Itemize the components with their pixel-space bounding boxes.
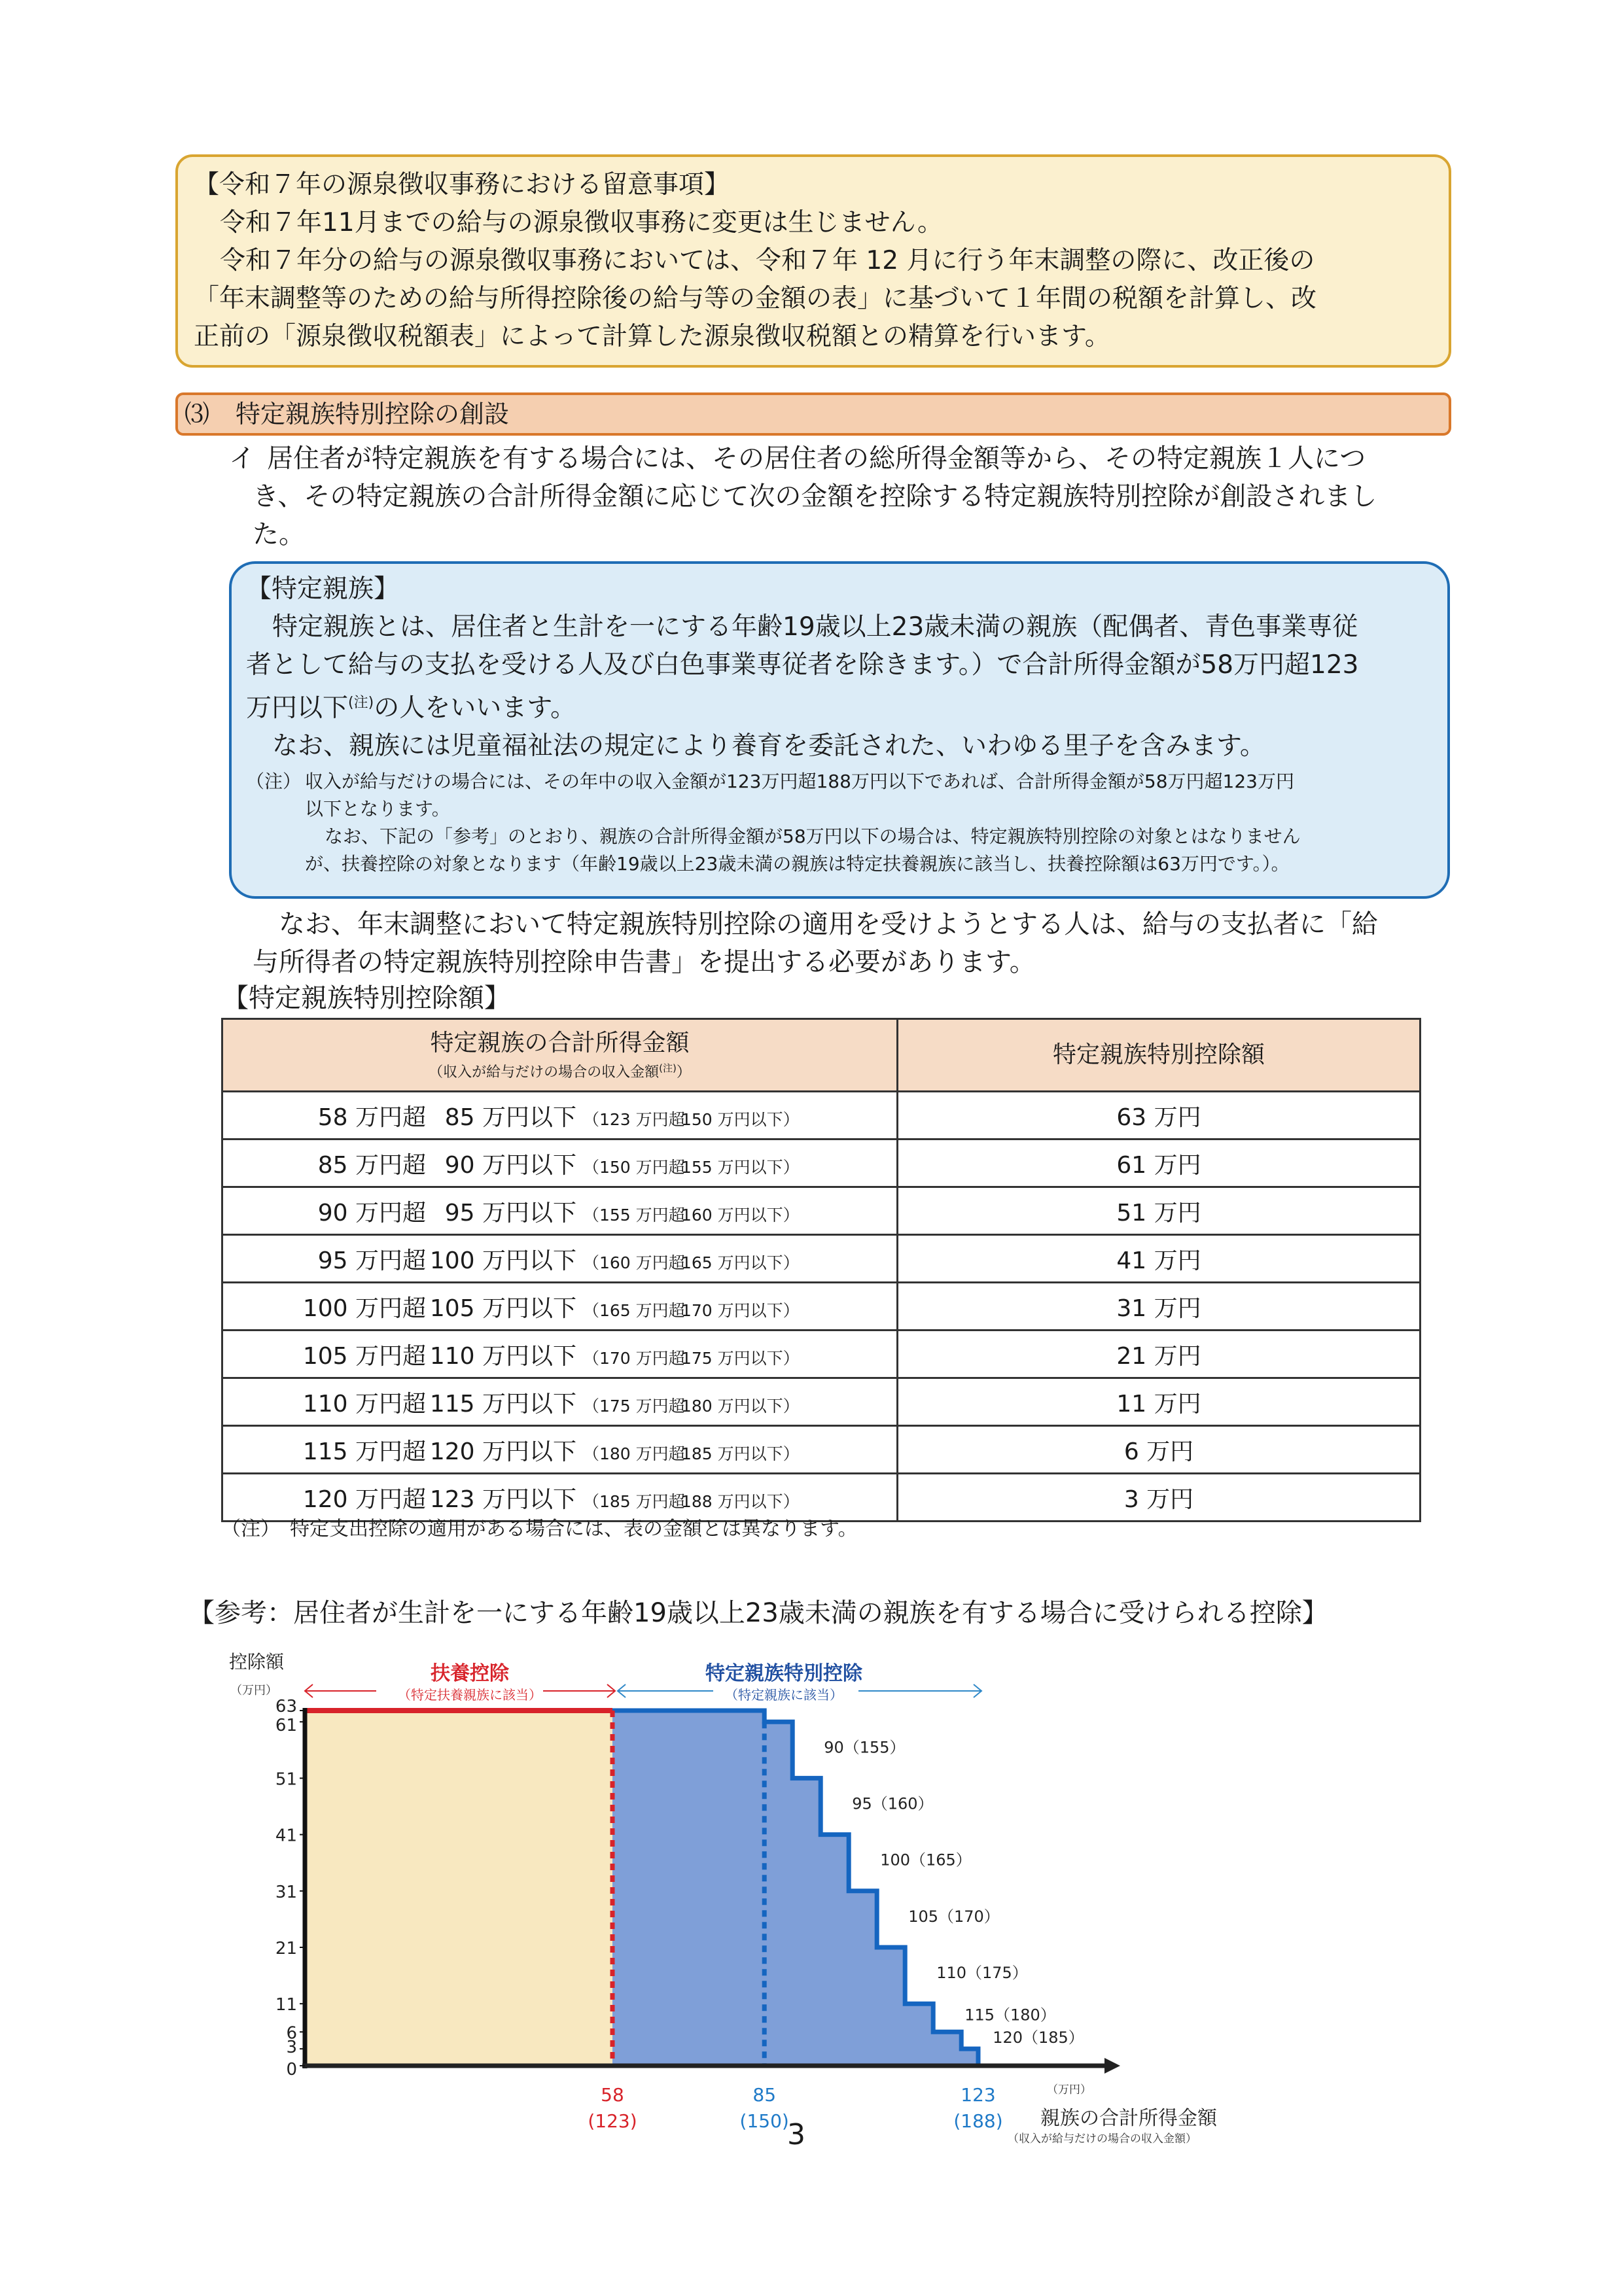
deduction-amount-cell: 51 万円 — [898, 1187, 1421, 1235]
note-label: （注） — [246, 771, 302, 792]
salary-to: 188 万円以下） — [681, 1491, 800, 1511]
step-label: 95（160） — [852, 1794, 934, 1813]
x-tick-sublabel: (150) — [739, 2110, 789, 2132]
header-income-sub-text: （収入が給与だけの場合の収入金額 — [429, 1064, 660, 1081]
x-axis-subtitle: （収入が給与だけの場合の収入金額） — [1008, 2132, 1197, 2146]
step-label: 110（175） — [936, 1964, 1028, 1983]
income-to: 110 万円以下 — [429, 1342, 576, 1370]
x-tick-label: 58 — [601, 2084, 624, 2106]
y-tick-label: 31 — [275, 1882, 297, 1902]
income-to: 123 万円以下 — [429, 1486, 576, 1513]
table-footnote: （注） 特定支出控除の適用がある場合には、表の金額とは異なります。 — [221, 1518, 858, 1540]
salary-from: （180 万円超 — [583, 1444, 685, 1463]
note-line: が、扶養控除の対象となります（年齢19歳以上23歳未満の親族は特定扶養親族に該当し、扶養控除額は63万円です。）。 — [305, 853, 1290, 875]
deduction-amount-cell: 63 万円 — [898, 1092, 1421, 1139]
section-title: 特定親族特別控除の創設 — [236, 400, 510, 428]
salary-from: （170 万円超 — [583, 1348, 685, 1368]
deduction-amount-cell: 61 万円 — [898, 1139, 1421, 1187]
salary-to: 155 万円以下） — [681, 1157, 800, 1177]
intro-line: 居住者が特定親族を有する場合には、その居住者の総所得金額等から、その特定親族１人につ — [267, 444, 1366, 474]
notice-line: 令和７年11月までの給与の源泉徴収事務に変更は生じません。 — [220, 208, 943, 237]
salary-from: （123 万円超 — [583, 1109, 685, 1129]
notice-line: 正前の「源泉徴収税額表」によって計算した源泉徴収税額との精算を行います。 — [194, 322, 1110, 351]
definition-line: の人をいいます。 — [374, 693, 576, 723]
definition-title: 【特定親族】 — [246, 574, 400, 604]
salary-to: 160 万円以下） — [681, 1205, 800, 1225]
definition-line: 特定親族とは、居住者と生計を一にする年齢19歳以上23歳未満の親族（配偶者、青色事業専従 — [272, 612, 1358, 642]
reference-title: 【参考：居住者が生計を一にする年齢19歳以上23歳未満の親族を有する場合に受けられる控除】 — [188, 1598, 1328, 1628]
dependent-deduction-sublabel: （特定扶養親族に該当） — [398, 1687, 542, 1703]
notice-line: 令和７年分の給与の源泉徴収事務においては、令和７年 12 月に行う年末調整の際に、改正後の — [220, 246, 1315, 275]
income-to: 115 万円以下 — [429, 1390, 576, 1418]
intro-line: き、その特定親族の合計所得金額に応じて次の金額を控除する特定親族特別控除が創設されまし — [253, 481, 1377, 512]
x-tick-label: 85 — [752, 2084, 777, 2106]
header-income-label: 特定親族の合計所得金額 — [430, 1029, 690, 1056]
specific-relative-deduction-sublabel: （特定親族に該当） — [725, 1687, 843, 1703]
intro-marker: イ — [229, 444, 255, 474]
deduction-amount-cell: 6 万円 — [898, 1426, 1421, 1474]
income-to: 120 万円以下 — [429, 1438, 576, 1465]
income-from: 90 万円超 — [317, 1199, 426, 1226]
step-label: 115（180） — [964, 2006, 1056, 2025]
y-tick-label: 3 — [286, 2038, 297, 2058]
salary-to: 175 万円以下） — [681, 1348, 800, 1368]
deduction-amount-cell: 11 万円 — [898, 1378, 1421, 1426]
note-line: 収入が給与だけの場合には、その年中の収入金額が123万円超188万円以下であれば、合計所得金額が58万円超123万円 — [305, 771, 1294, 792]
header-note-mark: (注) — [659, 1062, 677, 1074]
salary-from: （165 万円超 — [583, 1300, 685, 1320]
definition-line: 者として給与の支払を受ける人及び白色事業専従者を除きます。）で合計所得金額が58万円超123 — [246, 650, 1359, 680]
x-tick-label: 123 — [961, 2084, 996, 2106]
salary-from: （185 万円超 — [583, 1491, 685, 1511]
salary-from: （160 万円超 — [583, 1253, 685, 1272]
income-from: 58 万円超 — [317, 1104, 426, 1131]
income-from: 95 万円超 — [317, 1247, 426, 1274]
y-tick-label: 11 — [275, 1995, 297, 2015]
x-tick-sublabel: (123) — [588, 2110, 637, 2132]
page-number: 3 — [787, 2118, 805, 2151]
y-tick-label: 63 — [275, 1697, 297, 1716]
notice-line: 「年末調整等のための給与所得控除後の給与等の金額の表」に基づいて１年間の税額を計算し、改 — [194, 284, 1317, 313]
income-to: 85 万円以下 — [444, 1104, 576, 1131]
salary-from: （175 万円超 — [583, 1396, 685, 1416]
salary-from: （155 万円超 — [583, 1205, 685, 1225]
y-tick-label: 21 — [275, 1939, 297, 1958]
income-from: 115 万円超 — [302, 1438, 426, 1465]
specific-relative-deduction-label: 特定親族特別控除 — [705, 1662, 862, 1685]
income-from: 85 万円超 — [317, 1151, 426, 1179]
y-tick-label: 61 — [275, 1716, 297, 1736]
header-deduction-label: 特定親族特別控除額 — [1052, 1041, 1265, 1068]
table-title: 【特定親族特別控除額】 — [222, 983, 510, 1013]
note-line: なお、下記の「参考」のとおり、親族の合計所得金額が58万円以下の場合は、特定親族特別控除の対象とはなりません — [325, 826, 1301, 847]
y-tick-label: 6 — [286, 2023, 297, 2044]
x-axis-title: 親族の合計所得金額 — [1040, 2107, 1217, 2130]
dependent-deduction-label: 扶養控除 — [431, 1662, 509, 1685]
salary-to: 180 万円以下） — [681, 1396, 800, 1416]
income-to: 90 万円以下 — [444, 1151, 576, 1179]
deduction-amount-cell: 21 万円 — [898, 1331, 1421, 1378]
y-axis-unit: （万円） — [230, 1684, 277, 1697]
income-from: 100 万円超 — [302, 1295, 426, 1322]
income-to: 100 万円以下 — [429, 1247, 576, 1274]
x-tick-sublabel: (188) — [953, 2110, 1003, 2132]
intro-line: た。 — [253, 519, 305, 549]
income-from: 105 万円超 — [302, 1342, 426, 1370]
application-line: 与所得者の特定親族特別控除申告書」を提出する必要があります。 — [253, 947, 1036, 977]
header-income-sub-close: ） — [676, 1064, 691, 1081]
y-tick-label: 0 — [286, 2060, 297, 2079]
specific-relative-deduction-area — [612, 1711, 978, 2066]
deduction-amount-cell: 3 万円 — [898, 1474, 1421, 1522]
income-from: 110 万円超 — [302, 1390, 426, 1418]
y-tick-label: 41 — [275, 1826, 297, 1846]
y-tick-label: 51 — [275, 1769, 297, 1790]
income-to: 105 万円以下 — [429, 1295, 576, 1322]
salary-to: 170 万円以下） — [681, 1300, 800, 1320]
deduction-amount-cell: 41 万円 — [898, 1235, 1421, 1283]
x-axis-unit: （万円） — [1047, 2083, 1091, 2096]
application-line: なお、年末調整において特定親族特別控除の適用を受けようとする人は、給与の支払者に「給 — [279, 909, 1378, 939]
salary-to: 150 万円以下） — [681, 1109, 800, 1129]
step-label: 105（170） — [908, 1907, 1000, 1926]
income-to: 95 万円以下 — [444, 1199, 576, 1226]
deduction-amount-cell: 31 万円 — [898, 1283, 1421, 1331]
definition-line: 万円以下 — [246, 693, 349, 723]
dependent-deduction-area — [305, 1711, 612, 2066]
salary-from: （150 万円超 — [583, 1157, 685, 1177]
y-axis-title: 控除額 — [229, 1651, 285, 1673]
definition-line: なお、親族には児童福祉法の規定により養育を委託された、いわゆる里子を含みます。 — [272, 731, 1265, 761]
step-label: 120（185） — [993, 2028, 1084, 2047]
income-from: 120 万円超 — [302, 1486, 426, 1513]
section-number: ⑶ — [185, 400, 210, 428]
salary-to: 185 万円以下） — [681, 1444, 800, 1463]
salary-to: 165 万円以下） — [681, 1253, 800, 1272]
x-axis-arrow-icon — [1104, 2058, 1120, 2074]
note-reference-mark: (注) — [348, 695, 374, 711]
notice-title: 【令和７年の源泉徴収事務における留意事項】 — [194, 170, 730, 200]
step-label: 90（155） — [824, 1738, 906, 1757]
note-line: 以下となります。 — [305, 798, 450, 820]
step-label: 100（165） — [880, 1851, 972, 1870]
